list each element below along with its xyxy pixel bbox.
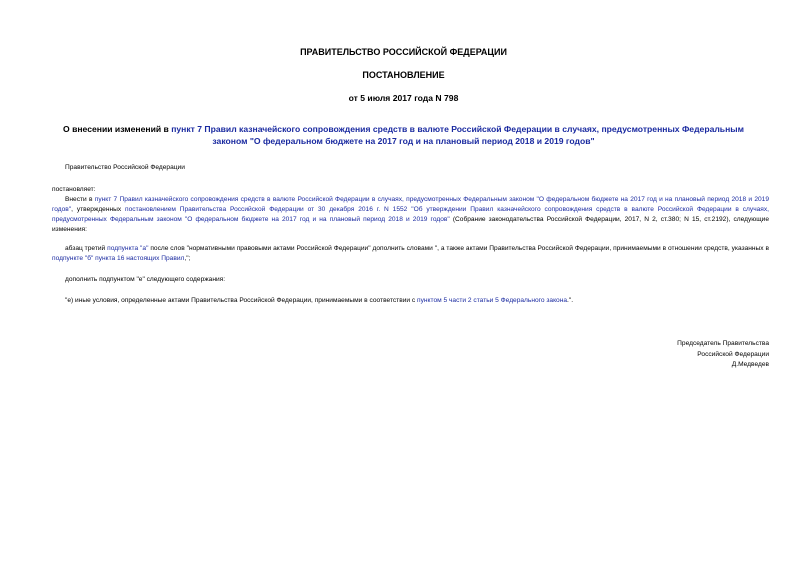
signature-name: Д.Медведев (731, 361, 769, 368)
government-heading: ПРАВИТЕЛЬСТВО РОССИЙСКОЙ ФЕДЕРАЦИИ (300, 47, 507, 57)
paragraph-4 (65, 296, 573, 306)
p2-text-b: после слов "нормативными правовыми актами Российской Федерации" дополнить словами ", а также актами Правительства Российской Федерации, принимаемыми в отношении средств, указанных в (148, 245, 770, 252)
p1-text-a: Внести в (65, 196, 95, 203)
signature-title: Председатель Правительства (677, 340, 769, 347)
p2-text-c: ,"; (184, 255, 191, 262)
paragraph-1 (52, 195, 769, 235)
intro-text: Правительство Российской Федерации (65, 164, 185, 171)
document-title (50, 123, 757, 147)
signature-block (677, 339, 769, 371)
p2-link-subpoint-b[interactable]: подпункте "б" пункта 16 настоящих Правил (52, 255, 185, 262)
paragraph-2 (52, 244, 769, 264)
resolves-text: постановляет: (52, 186, 96, 193)
p1-text-b: , утвержденных (71, 206, 126, 213)
p4-text-a: "е) иные условия, определенные актами Правительства Российской Федерации, принимаемыми в соответствии с (65, 297, 418, 304)
signature-org: Российской Федерации (697, 350, 769, 358)
p2-text-a: абзац третий (65, 245, 108, 252)
document-type-heading: ПОСТАНОВЛЕНИЕ (362, 70, 445, 80)
p4-text-b: .". (567, 297, 574, 304)
p2-link-subpoint-a[interactable]: подпункта "а" (107, 245, 149, 252)
paragraph-3: дополнить подпунктом "е" следующего содержания: (65, 276, 226, 283)
p1-link-resolution[interactable]: постановлением Правительства Российской Федерации от 30 декабря 2016 г. N 1552 "Об утверждении Правил казначейского сопровождения средств в валюте Российской Федерации в случаях, предусмотренных Федеральным законом "О федеральном бюджете на 2017 год и на плановый период 2018 и 2019 годов" (52, 206, 769, 223)
p1-text-c: (Собрание законодательства Российской Федерации, 2017, N 2, ст.380; N 15, ст.2192), следующие изменения: (52, 216, 769, 233)
p1-link-rules[interactable]: пункт 7 Правил казначейского сопровождения средств в валюте Российской Федерации в случаях, предусмотренных Федеральным законом "О федеральном бюджете на 2017 год и на плановый период 2018 и 2019 годов" (52, 196, 770, 213)
date-number-heading: от 5 июля 2017 года N 798 (348, 93, 459, 103)
title-prefix: О внесении изменений в (63, 124, 172, 134)
title-link[interactable]: пункт 7 Правил казначейского сопровождения средств в валюте Российской Федерации в случаях, предусмотренных Федеральным законом "О федеральном бюджете на 2017 год и на плановый период 2018 и 2019 годов" (171, 124, 744, 146)
p4-link-federal-law[interactable]: пунктом 5 части 2 статьи 5 Федерального закона (417, 297, 568, 304)
